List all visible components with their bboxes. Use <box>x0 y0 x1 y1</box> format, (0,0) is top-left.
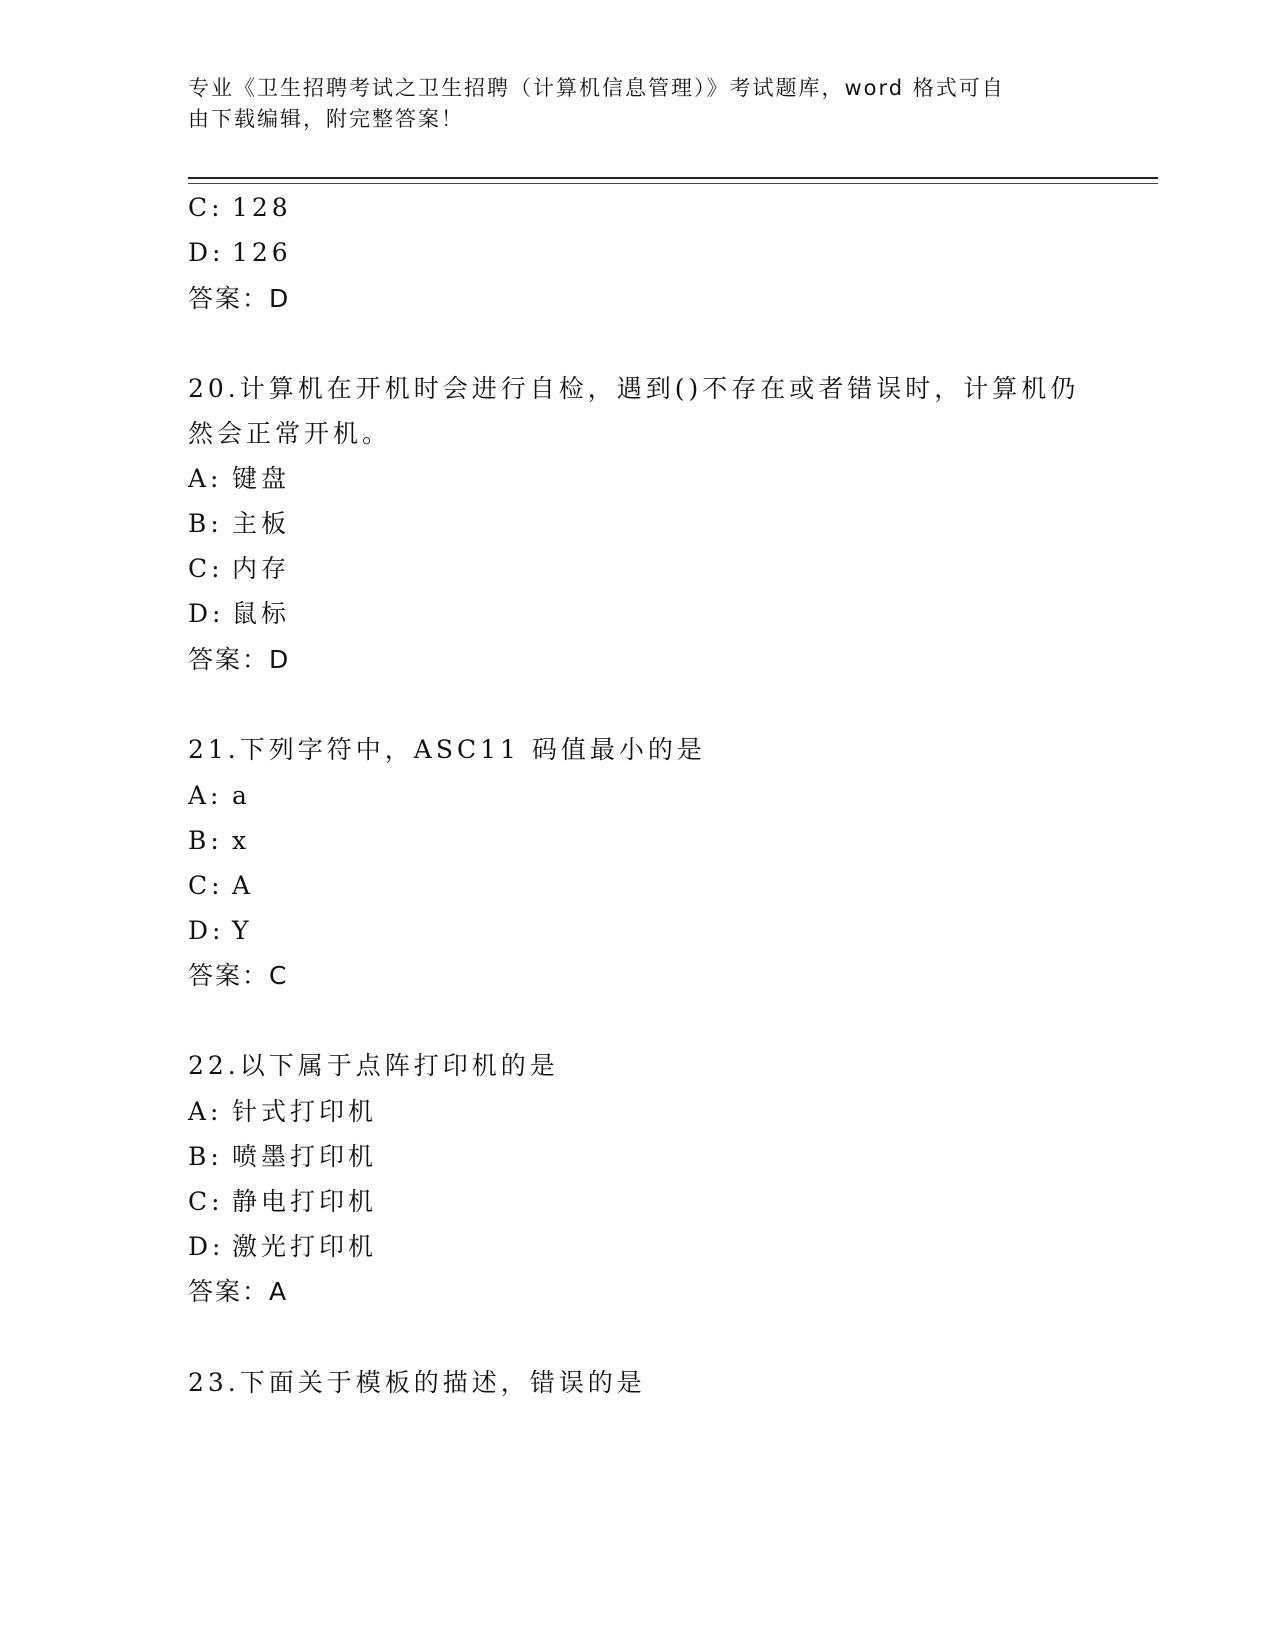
option-text: 针式打印机 <box>232 1097 378 1126</box>
option-text: 喷墨打印机 <box>232 1142 378 1171</box>
option-a <box>188 1096 377 1128</box>
answer-line: 答案：D <box>188 645 291 674</box>
option-d <box>188 598 290 630</box>
option-label: A: <box>188 1097 223 1126</box>
option-label: D: <box>188 1232 225 1261</box>
option-label: B: <box>188 509 223 538</box>
option-text: 静电打印机 <box>232 1187 378 1216</box>
option-text: A <box>232 871 255 900</box>
option-d <box>188 915 253 947</box>
option-b <box>188 825 250 857</box>
option-label: A: <box>188 464 223 493</box>
question-20-stem-line-2: 然会正常开机。 <box>188 419 392 448</box>
option-label: B: <box>188 1142 223 1171</box>
option-text: 激光打印机 <box>232 1232 378 1261</box>
option-label: D: <box>188 238 225 267</box>
option-label: B: <box>188 826 223 855</box>
document-header <box>188 73 1068 135</box>
answer-line: 答案：C <box>188 961 289 990</box>
option-text: Y <box>232 916 253 945</box>
question-22-stem: 22.以下属于点阵打印机的是 <box>188 1051 559 1080</box>
option-text: x <box>232 826 251 855</box>
question-20-stem-line-1: 20.计算机在开机时会进行自检，遇到()不存在或者错误时，计算机仍 <box>188 374 1080 403</box>
option-b <box>188 508 290 540</box>
header-divider-thick <box>188 177 1158 179</box>
option-b <box>188 1141 377 1173</box>
option-label: C: <box>188 554 224 583</box>
option-text: 键盘 <box>232 464 291 493</box>
option-text: a <box>232 781 251 810</box>
option-c <box>188 192 292 224</box>
answer-line: 答案：A <box>188 1277 289 1306</box>
option-label: A: <box>188 781 223 810</box>
option-text: 128 <box>232 193 292 222</box>
option-label: C: <box>188 871 224 900</box>
option-label: D: <box>188 916 225 945</box>
option-text: 鼠标 <box>232 599 291 628</box>
option-text: 内存 <box>232 554 291 583</box>
option-c <box>188 1186 377 1218</box>
option-label: D: <box>188 599 225 628</box>
option-text: 主板 <box>232 509 291 538</box>
header-line-2: 由下载编辑，附完整答案！ <box>188 107 464 131</box>
header-divider-thin <box>188 183 1158 184</box>
option-a <box>188 780 251 812</box>
option-label: C: <box>188 1187 224 1216</box>
header-line-1: 专业《卫生招聘考试之卫生招聘（计算机信息管理）》考试题库，word 格式可自 <box>188 76 1005 100</box>
option-label: C: <box>188 193 224 222</box>
question-23-stem: 23.下面关于模板的描述，错误的是 <box>188 1368 646 1397</box>
option-a <box>188 463 290 495</box>
option-d <box>188 1231 377 1263</box>
option-c <box>188 870 254 902</box>
option-c <box>188 553 290 585</box>
option-text: 126 <box>232 238 292 267</box>
option-d <box>188 237 292 269</box>
question-21-stem: 21.下列字符中，ASC11 码值最小的是 <box>188 735 706 764</box>
answer-line: 答案：D <box>188 284 291 313</box>
